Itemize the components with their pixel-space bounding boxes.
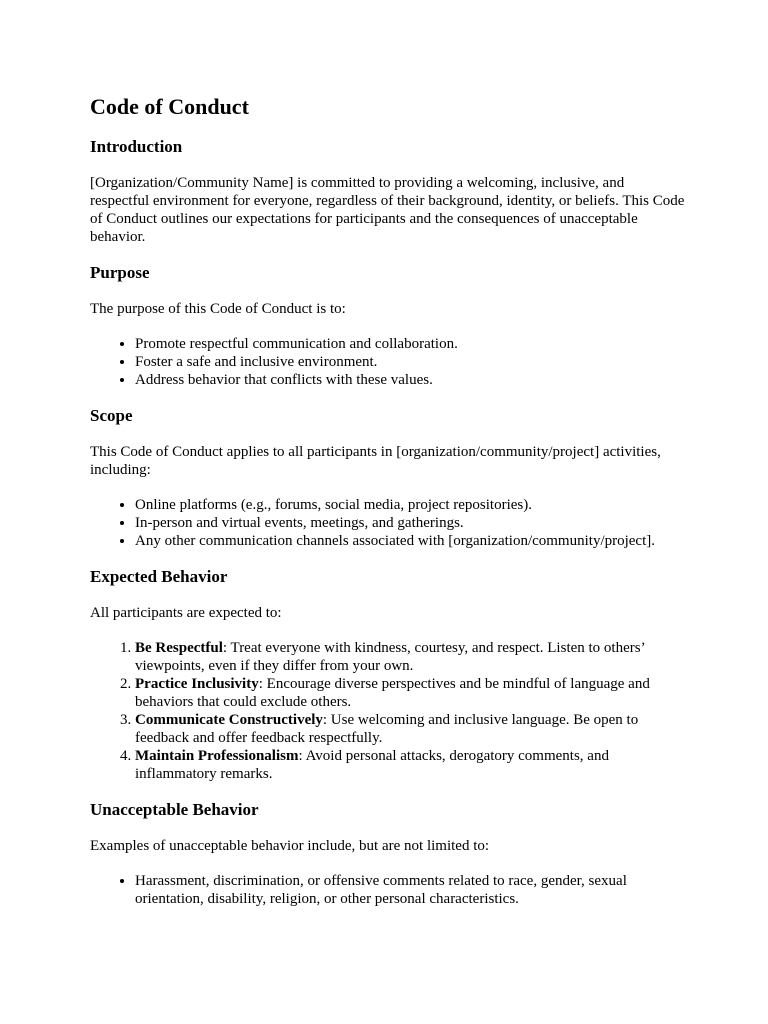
list-item-text: : Use welcoming and inclusive language. Be open to feedback and offer feedback respectfully.: [135, 712, 639, 746]
list-item: [135, 639, 686, 675]
scope-list: [90, 496, 686, 550]
document-title: Code of Conduct: [90, 94, 249, 119]
list-item-term: Communicate Constructively: [135, 712, 323, 728]
document-page: [90, 94, 686, 925]
unacceptable-behavior-heading: Unacceptable Behavior: [90, 800, 259, 819]
list-item: • Any other communication channels associated with [organization/community/project].: [135, 532, 686, 550]
expected-behavior-list: [90, 639, 686, 783]
list-item-text: : Encourage diverse perspectives and be mindful of language and behaviors that could exclude others.: [135, 676, 650, 710]
scope-section: [90, 406, 686, 550]
unacceptable-behavior-section: [90, 800, 686, 908]
list-item: • Online platforms (e.g., forums, social media, project repositories).: [135, 496, 686, 514]
list-item-text: : Avoid personal attacks, derogatory comments, and inflammatory remarks.: [135, 748, 609, 782]
list-item: • Harassment, discrimination, or offensive comments related to race, gender, sexual orientation, disability, religion, or other personal characteristics.: [135, 872, 686, 908]
unacceptable-behavior-list: [90, 872, 686, 908]
list-item: [135, 711, 686, 747]
list-item: • Foster a safe and inclusive environment.: [135, 353, 686, 371]
unacceptable-behavior-intro: Examples of unacceptable behavior include, but are not limited to:: [90, 838, 490, 854]
expected-behavior-heading: Expected Behavior: [90, 567, 228, 586]
scope-intro: This Code of Conduct applies to all participants in [organization/community/project] activities, including:: [90, 444, 661, 478]
list-item: • Promote respectful communication and collaboration.: [135, 335, 686, 353]
list-item-term: Practice Inclusivity: [135, 676, 259, 692]
introduction-text: [Organization/Community Name] is committed to providing a welcoming, inclusive, and respectful environment for everyone, regardless of their background, identity, or beliefs. This Code of Conduct outlines our expectations for participants and the consequences of unacceptable behavior.: [90, 175, 685, 245]
scope-heading: Scope: [90, 406, 133, 425]
list-item-text: : Treat everyone with kindness, courtesy, and respect. Listen to others’ viewpoints, even if they differ from your own.: [135, 640, 645, 674]
expected-behavior-section: [90, 567, 686, 783]
list-item: • In-person and virtual events, meetings, and gatherings.: [135, 514, 686, 532]
introduction-heading: Introduction: [90, 137, 183, 156]
purpose-list: [90, 335, 686, 389]
purpose-intro: The purpose of this Code of Conduct is to:: [90, 301, 346, 317]
introduction-section: [90, 137, 686, 246]
list-item-term: Maintain Professionalism: [135, 748, 299, 764]
list-item-term: Be Respectful: [135, 640, 223, 656]
purpose-heading: Purpose: [90, 263, 150, 282]
list-item: [135, 675, 686, 711]
purpose-section: [90, 263, 686, 389]
list-item: • Address behavior that conflicts with these values.: [135, 371, 686, 389]
expected-behavior-intro: All participants are expected to:: [90, 605, 282, 621]
list-item: [135, 747, 686, 783]
